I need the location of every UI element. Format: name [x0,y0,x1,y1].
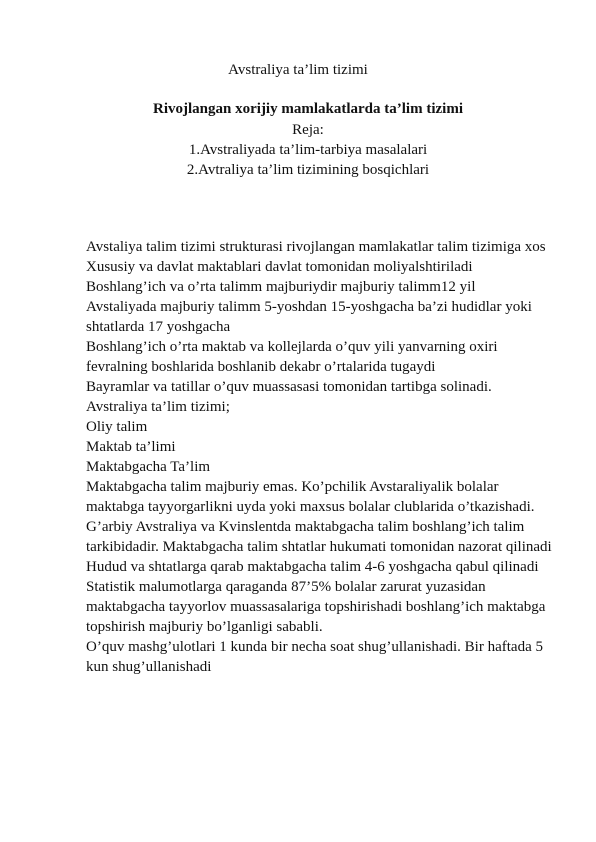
plan-heading: Reja: [292,122,324,138]
body-paragraph: Hudud va shtatlarga qarab maktabgacha talim 4-6 yoshgacha qabul qilinadi [86,559,539,575]
body-paragraph: Bayramlar va tatillar o’quv muassasasi tomonidan tartibga solinadi. [86,379,492,395]
body-paragraph: Maktabgacha talim majburiy emas. Ko’pchilik Avstaraliyalik bolalar maktabga tayyorgarlikni uyda yoki maxsus bolalar clublarida o’tkazishadi. G’arbiy Avstraliya va Kvinslentda maktabgacha talim boshlang’ich talim tarkibidadir. Maktabgacha talim shtatlar hukumati tomonidan nazorat qilinadi [86,479,552,555]
plan-item: 2.Avtraliya ta’lim tizimining bosqichlari [186,162,430,178]
body-paragraph: Maktab ta’limi [86,439,176,455]
body-paragraph: Avstraliya ta’lim tizimi; [86,399,230,415]
body-paragraph: Statistik malumotlarga qaraganda 87’5% bolalar zarurat yuzasidan maktabgacha tayyorlov muassasalariga topshirishadi boshlang’ich maktabga topshirish majburiy bo’lganligi sababli. [86,579,546,635]
document-title: Avstraliya ta’lim tizimi [228,62,368,78]
body-paragraph: O’quv mashg’ulotlari 1 kunda bir necha soat shug’ullanishadi. Bir haftada 5 kun shug’ullanishadi [86,639,543,675]
body-paragraph: Boshlang’ich va o’rta talimm majburiydir majburiy talimm12 yil [86,279,476,295]
body-paragraph: Avstaliya talim tizimi strukturasi rivojlangan mamlakatlar talim tizimiga xos [86,239,546,255]
body-paragraph: Xususiy va davlat maktablari davlat tomonidan moliyalshtiriladi [86,259,473,275]
body-paragraph: Boshlang’ich o’rta maktab va kollejlarda o’quv yili yanvarning oxiri fevralning boshlarida boshlanib dekabr o’rtalarida tugaydi [86,339,498,375]
body-paragraph: Avstaliyada majburiy talimm 5-yoshdan 15-yoshgacha ba’zi hudidlar yoki shtatlarda 17 yoshgacha [86,299,532,335]
body-paragraph: Maktabgacha Ta’lim [86,459,211,475]
plan-item: 1.Avstraliyada ta’lim-tarbiya masalalari [188,142,428,158]
body-paragraph: Oliy talim [86,419,148,435]
document-header [0,100,596,180]
document-body [86,237,556,677]
document-subtitle: Rivojlangan xorijiy mamlakatlarda ta’lim tizimi [153,101,463,117]
